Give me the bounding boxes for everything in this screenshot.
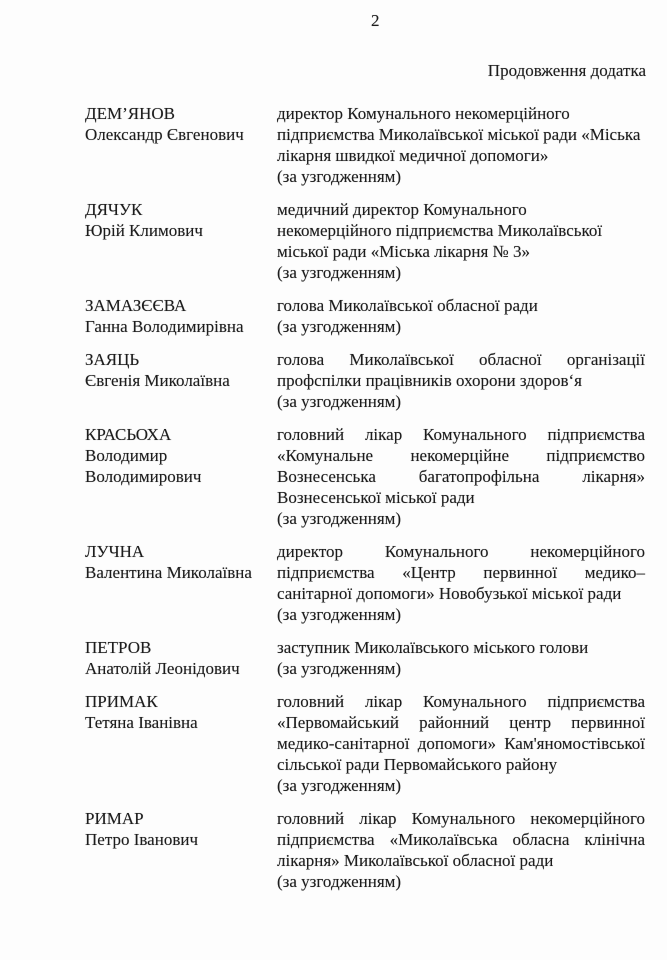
entry-given-name: Петро Іванович (85, 830, 198, 849)
entry-surname: ПЕТРОВ (85, 638, 152, 657)
entry-name (85, 103, 277, 187)
entry-name (85, 199, 277, 283)
entry-given-name: Тетяна Іванівна (85, 713, 198, 732)
entry-given-name: Володимир Володимирович (85, 446, 202, 486)
entry-note: (за узгодженням) (277, 317, 402, 336)
entry-description (277, 691, 645, 796)
entry-role: голова Миколаївської обласної організації профспілки працівників охорони здоров‘я (277, 350, 645, 390)
entry-description (277, 349, 645, 412)
entry-role: головний лікар Комунального підприємства «Первомайський районний центр первинної медико-санітарної допомоги» Кам'яномостівської сільської ради Первомайського району (277, 692, 645, 774)
entry-row (85, 103, 645, 187)
entry-role: медичний директор Комунального некомерційного підприємства Миколаївської міської ради «Міська лікарня № 3» (277, 200, 603, 261)
entry-row (85, 199, 645, 283)
entry-surname: ДЕМ’ЯНОВ (85, 104, 175, 123)
entry-description (277, 295, 645, 337)
entry-row (85, 349, 645, 412)
entry-row (85, 637, 645, 679)
entry-role: головний лікар Комунального некомерційного підприємства «Миколаївська обласна клінічна лікарня» Миколаївської обласної ради (277, 809, 645, 870)
entry-row (85, 541, 645, 625)
entry-description (277, 424, 645, 529)
entry-name (85, 424, 277, 529)
entry-name (85, 691, 277, 796)
entry-note: (за узгодженням) (277, 605, 402, 624)
entry-role: головний лікар Комунального підприємства «Комунальне некомерційне підприємство Вознесенська багатопрофільна лікарня» Вознесенської міської ради (277, 425, 645, 507)
entry-note: (за узгодженням) (277, 263, 402, 282)
entry-role: голова Миколаївської обласної ради (277, 296, 538, 315)
entry-name (85, 637, 277, 679)
entry-given-name: Валентина Миколаївна (85, 563, 252, 582)
entry-given-name: Ганна Володимирівна (85, 317, 244, 336)
entry-note: (за узгодженням) (277, 509, 402, 528)
entry-surname: ДЯЧУК (85, 200, 143, 219)
entry-role: директор Комунального некомерційного підприємства Миколаївської міської ради «Міська лікарня швидкої медичної допомоги» (277, 104, 641, 165)
entry-surname: РИМАР (85, 809, 144, 828)
entry-surname: КРАСЬОХА (85, 425, 172, 444)
entry-name (85, 349, 277, 412)
entry-description (277, 808, 645, 892)
entry-description (277, 199, 645, 283)
entry-name (85, 541, 277, 625)
entry-surname: ПРИМАК (85, 692, 158, 711)
entry-row (85, 424, 645, 529)
entry-row (85, 691, 645, 796)
entry-note: (за узгодженням) (277, 872, 402, 891)
entry-note: (за узгодженням) (277, 392, 402, 411)
entry-description (277, 103, 645, 187)
entry-given-name: Євгенія Миколаївна (85, 371, 230, 390)
entry-note: (за узгодженням) (277, 167, 402, 186)
entry-given-name: Анатолій Леонідович (85, 659, 240, 678)
entry-surname: ЗАМАЗЄЄВА (85, 296, 187, 315)
page-number: 2 (371, 11, 380, 30)
entry-surname: ЗАЯЦЬ (85, 350, 140, 369)
entry-description (277, 541, 645, 625)
entry-surname: ЛУЧНА (85, 542, 145, 561)
entry-note: (за узгодженням) (277, 659, 402, 678)
entry-row (85, 295, 645, 337)
entries-list (85, 103, 645, 904)
entry-given-name: Юрій Климович (85, 221, 203, 240)
entry-note: (за узгодженням) (277, 776, 402, 795)
entry-name (85, 808, 277, 892)
entry-description (277, 637, 645, 679)
entry-role: заступник Миколаївського міського голови (277, 638, 589, 657)
continuation-header: Продовження додатка (487, 61, 646, 80)
entry-role: директор Комунального некомерційного підприємства «Центр первинної медико–санітарної допомоги» Новобузької міської ради (277, 542, 645, 603)
entry-name (85, 295, 277, 337)
entry-given-name: Олександр Євгенович (85, 125, 244, 144)
entry-row (85, 808, 645, 892)
